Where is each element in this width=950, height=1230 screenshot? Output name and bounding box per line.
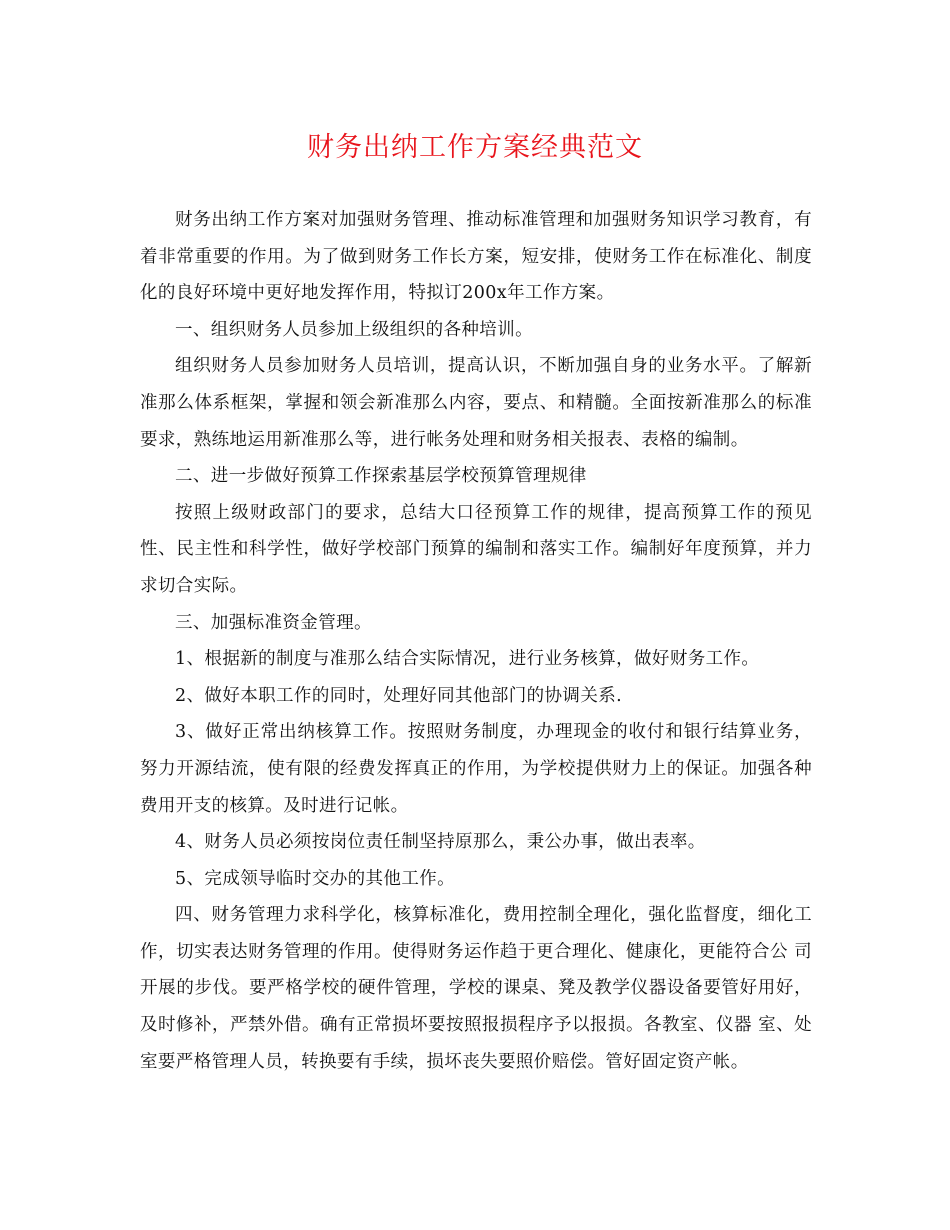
list-item-1: 1、根据新的制度与准那么结合实际情况，进行业务核算，做好财务工作。 [175, 649, 760, 670]
document-title: 财务出纳工作方案经典范文 [307, 132, 643, 163]
paragraph-budget: 按照上级财政部门的要求，总结大口径预算工作的规律，提高预算工作的预见性、民主性和科学性，做好学校部门预算的编制和落实工作。编制好年度预算，并力求切合实际。 [140, 502, 812, 596]
list-item-3: 3、做好正常出纳核算工作。按照财务制度，办理现金的收付和银行结算业务，努力开源结流，使有限的经费发挥真正的作用，为学校提供财力上的保证。加强各种费用开支的核算。及时进行记帐。 [140, 722, 812, 816]
paragraph-training: 组织财务人员参加财务人员培训，提高认识，不断加强自身的业务水平。了解新准那么体系框架，掌握和领会新准那么内容，要点、和精髓。全面按新准那么的标准要求，熟练地运用新准那么等，进行帐务处理和财务相关报表、表格的编制。 [140, 356, 812, 450]
section-4-paragraph: 四、财务管理力求科学化，核算标准化，费用控制全理化，强化监督度，细化工作，切实表达财务管理的作用。使得财务运作趋于更合理化、健康化，更能符合公 司开展的步伐。要严格学校的硬件管理，学校的课桌、凳及教学仪器设备要管好用好，及时修补，严禁外借。确有正常损坏要按照报损程序予以报损。各教室、仪器 室、处室要严格管理人员，转换要有手续，损坏丧失要照价赔偿。管好固定资产帐。 [140, 905, 812, 1072]
section-heading-3: 三、加强标准资金管理。 [175, 612, 372, 633]
list-item-2: 2、做好本职工作的同时，处理好同其他部门的协调关系. [175, 685, 623, 706]
list-item-4: 4、财务人员必须按岗位责任制坚持原那么，秉公办事，做出表率。 [175, 832, 706, 853]
paragraph-intro: 财务出纳工作方案对加强财务管理、推动标准管理和加强财务知识学习教育，有着非常重要的作用。为了做到财务工作长方案，短安排，使财务工作在标准化、制度化的良好环境中更好地发挥作用，特拟订200x年工作方案。 [140, 210, 812, 304]
section-heading-2: 二、进一步做好预算工作探索基层学校预算管理规律 [175, 466, 587, 487]
section-heading-1: 一、组织财务人员参加上级组织的各种培训。 [175, 319, 533, 340]
list-item-5: 5、完成领导临时交办的其他工作。 [175, 868, 456, 889]
document-body [140, 202, 812, 1080]
